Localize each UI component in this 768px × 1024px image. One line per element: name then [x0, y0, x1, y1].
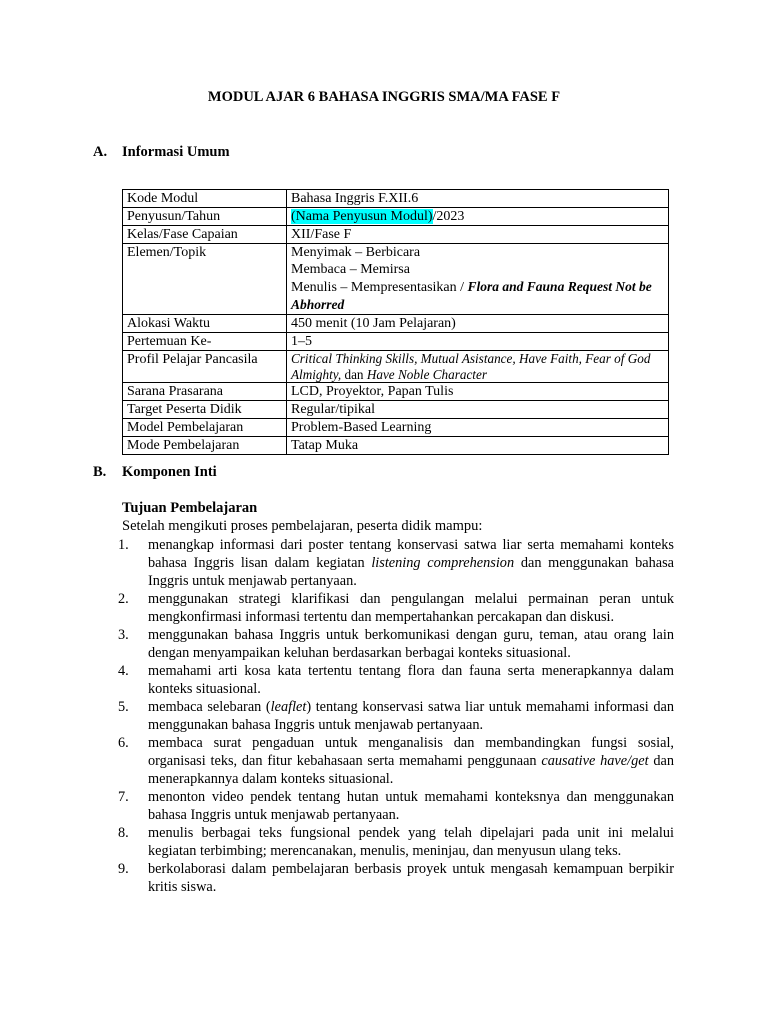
list-item-emphasis: causative have/get — [541, 753, 649, 769]
row-value: 1–5 — [287, 333, 669, 351]
list-item-number: 8. — [118, 825, 129, 841]
list-item-number: 9. — [118, 861, 129, 877]
section-a-title: Informasi Umum — [122, 144, 230, 160]
profil-plain: dan — [341, 366, 367, 382]
row-key: Mode Pembelajaran — [123, 437, 287, 455]
list-item-number: 2. — [118, 591, 129, 607]
learning-goals-heading: Tujuan Pembelajaran — [122, 500, 258, 516]
list-item-text: berkolaborasi dalam pembelajaran berbasis proyek untuk mengasah kemampuan berpikir kritis siswa. — [148, 861, 674, 895]
row-key: Profil Pelajar Pancasila — [123, 351, 287, 383]
year-text: /2023 — [432, 209, 465, 224]
list-item-text-end: ) tentang konservasi satwa liar untuk memahami informasi dan menggunakan bahasa Inggris untuk menjawab pertanyaan. — [148, 699, 674, 733]
table-row — [123, 226, 669, 244]
table-row — [123, 437, 669, 455]
list-item — [0, 824, 674, 860]
row-key: Alokasi Waktu — [123, 315, 287, 333]
learning-goals-intro: Setelah mengikuti proses pembelajaran, peserta didik mampu: — [122, 518, 483, 534]
list-item — [0, 734, 674, 788]
list-item-number: 4. — [118, 663, 129, 679]
list-item — [0, 788, 674, 824]
table-row — [123, 333, 669, 351]
list-item-number: 7. — [118, 789, 129, 805]
row-value: Problem-Based Learning — [287, 419, 669, 437]
row-key: Sarana Prasarana — [123, 383, 287, 401]
row-key: Kode Modul — [123, 190, 287, 208]
elemen-line-2: Membaca – Memirsa — [291, 262, 410, 277]
list-item-text: membaca selebaran ( — [148, 699, 271, 715]
list-item — [0, 536, 674, 590]
table-row — [123, 419, 669, 437]
document-title: MODUL AJAR 6 BAHASA INGGRIS SMA/MA FASE F — [207, 89, 561, 105]
list-item-text: menonton video pendek tentang hutan untuk memahami konteksnya dan menggunakan bahasa Inggris untuk menjawab pertanyaan. — [148, 789, 674, 823]
elemen-line-1: Menyimak – Berbicara — [291, 245, 421, 260]
row-key: Target Peserta Didik — [123, 401, 287, 419]
list-item-text-end: dan menerapkannya dalam konteks situasional. — [148, 753, 675, 787]
row-key: Pertemuan Ke- — [123, 333, 287, 351]
row-key: Elemen/Topik — [123, 244, 287, 315]
list-item — [0, 698, 674, 734]
list-item — [0, 662, 674, 698]
table-row — [123, 383, 669, 401]
list-item-number: 3. — [118, 627, 129, 643]
list-item-number: 1. — [118, 537, 129, 553]
row-key: Kelas/Fase Capaian — [123, 226, 287, 244]
section-a-heading — [93, 143, 230, 161]
list-item — [0, 590, 674, 626]
elemen-line-3-text: Menulis – Mempresentasikan / — [291, 280, 468, 295]
list-item-text: membaca surat pengaduan untuk menganalisis dan membandingkan fungsi sosial, organisasi teks, dan fitur kebahasaan serta memahami penggunaan — [148, 735, 674, 769]
list-item-text: memahami arti kosa kata tertentu tentang flora dan fauna serta menerapkannya dalam konteks situasional. — [148, 663, 674, 697]
list-item-text: menulis berbagai teks fungsional pendek yang telah dipelajari pada unit ini melalui kegiatan terbimbing; merencanakan, menulis, meninjau, dan menyusun ulang teks. — [148, 825, 674, 859]
learning-goals-list — [0, 536, 768, 896]
row-key: Penyusun/Tahun — [123, 208, 287, 226]
row-key: Model Pembelajaran — [123, 419, 287, 437]
list-item-emphasis: listening comprehension — [371, 555, 515, 571]
section-b-letter: B. — [93, 464, 107, 480]
list-item-number: 5. — [118, 699, 129, 715]
row-value: Regular/tipikal — [287, 401, 669, 419]
list-item — [0, 860, 674, 896]
list-item-text: menangkap informasi dari poster tentang konservasi satwa liar serta memahami konteks bahasa Inggris lisan dalam kegiatan — [148, 537, 674, 571]
section-b-title: Komponen Inti — [122, 464, 217, 480]
section-b-heading — [93, 463, 217, 481]
list-item — [0, 626, 674, 662]
row-value — [287, 244, 669, 315]
elemen-topic-title: Flora and Fauna Request Not be Abhorred — [291, 279, 652, 312]
list-item-text: menggunakan strategi klarifikasi dan pengulangan melalui permainan peran untuk mengkonfirmasi informasi tertentu dan mempertahankan percakapan dan diskusi. — [148, 591, 674, 625]
row-value: Tatap Muka — [287, 437, 669, 455]
list-item-text: menggunakan bahasa Inggris untuk berkomunikasi dengan guru, teman, atau orang lain dengan menyampaikan keluhan berdasarkan berbagai konteks situasional. — [148, 627, 674, 661]
table-row — [123, 190, 669, 208]
list-item-emphasis: leaflet — [270, 699, 307, 715]
table-row — [123, 315, 669, 333]
row-value: XII/Fase F — [287, 226, 669, 244]
row-value: 450 menit (10 Jam Pelajaran) — [287, 315, 669, 333]
elemen-line-3 — [291, 278, 664, 314]
table-row — [123, 244, 669, 315]
info-table — [122, 189, 669, 455]
section-a-letter: A. — [93, 144, 108, 160]
table-row — [123, 351, 669, 383]
table-row — [123, 401, 669, 419]
row-value: LCD, Proyektor, Papan Tulis — [287, 383, 669, 401]
list-item-text-end: dan menggunakan bahasa Inggris untuk menjawab pertanyaan. — [148, 555, 674, 589]
table-row — [123, 208, 669, 226]
row-value — [287, 351, 669, 383]
list-item-number: 6. — [118, 735, 129, 751]
highlighted-placeholder: (Nama Penyusun Modul) — [291, 209, 433, 224]
row-value: Bahasa Inggris F.XII.6 — [287, 190, 669, 208]
profil-italic-1: Critical Thinking Skills, Mutual Asistance, Have Faith, Fear of God Almighty, — [291, 351, 651, 382]
row-value — [287, 208, 669, 226]
profil-italic-2: Have Noble Character — [366, 366, 487, 382]
